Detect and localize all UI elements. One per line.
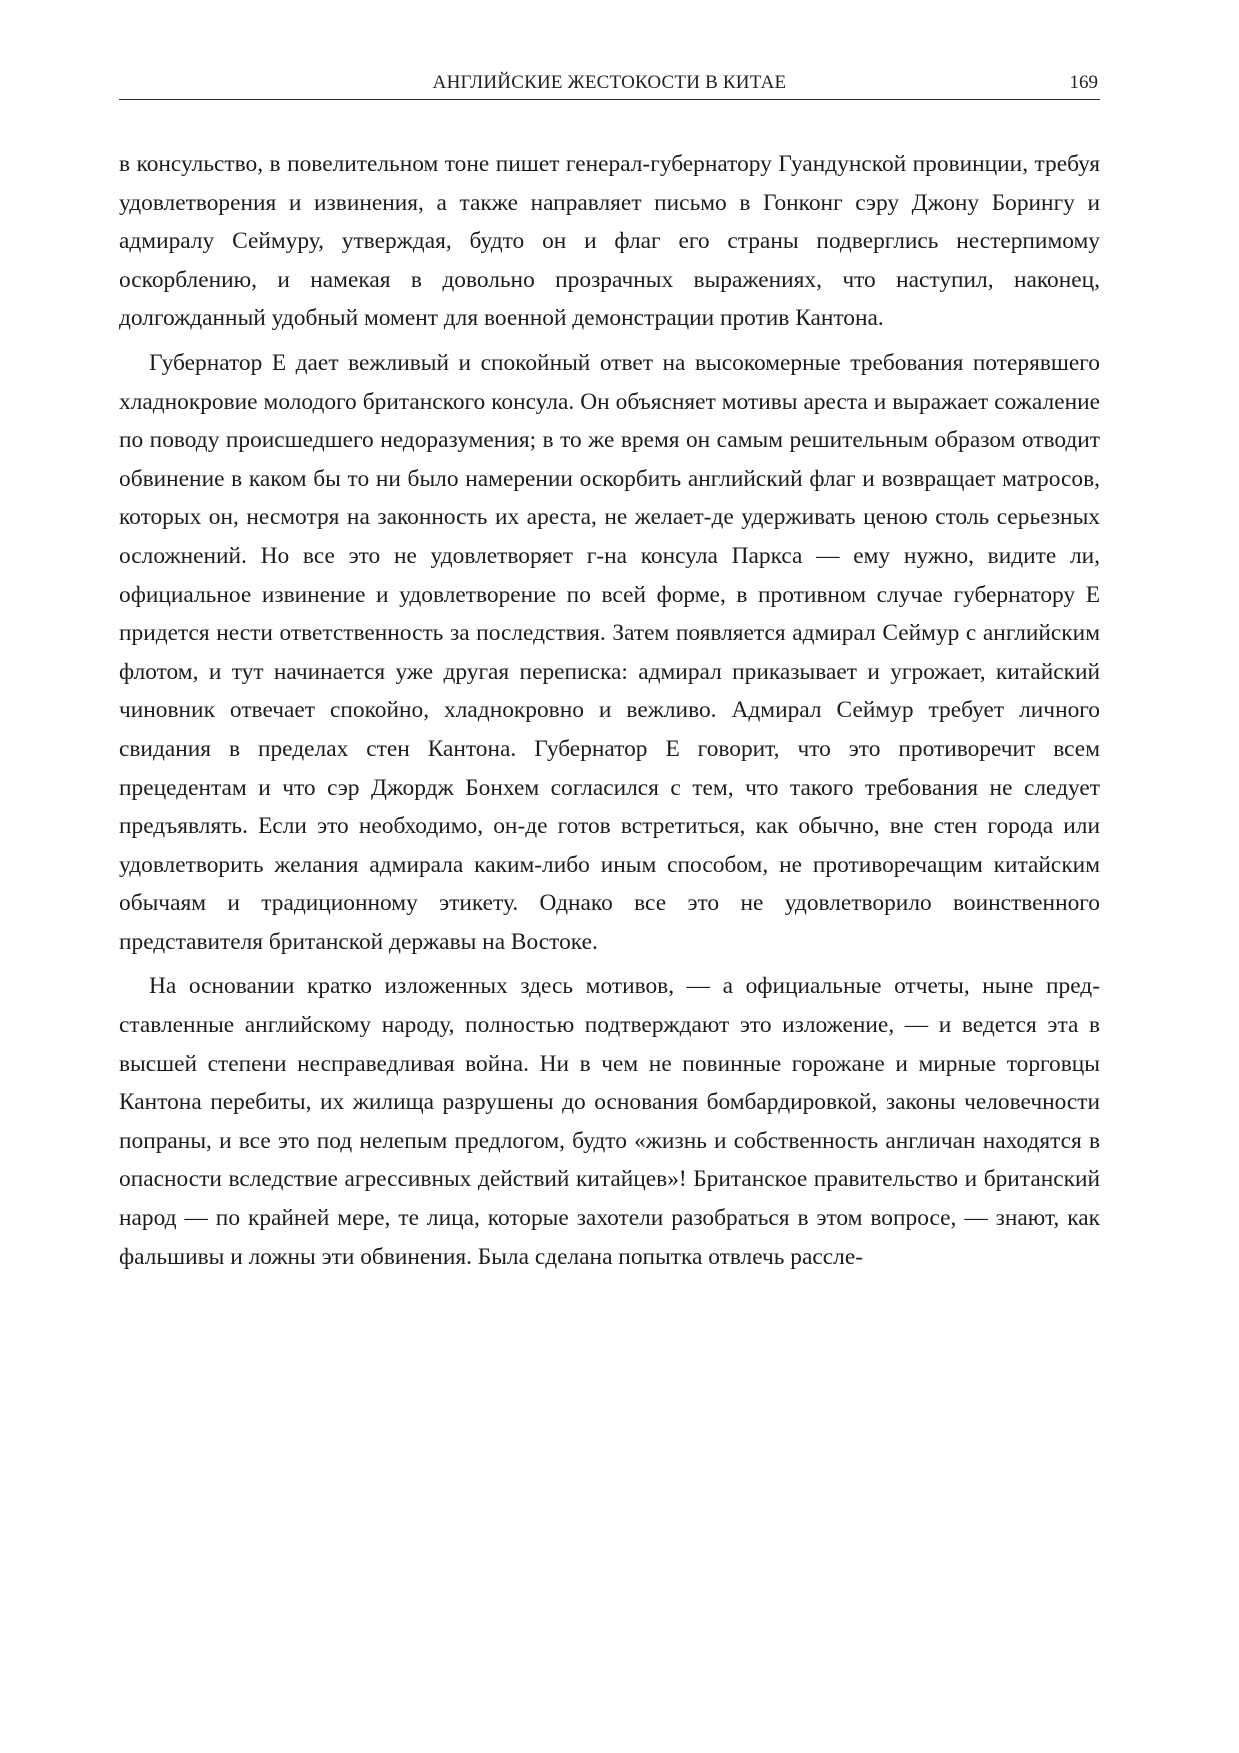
running-header	[119, 71, 1100, 100]
running-title: АНГЛИЙСКИЕ ЖЕСТОКОСТИ В КИТАЕ	[432, 72, 787, 93]
paragraph-3: На основании кратко изложенных здесь мотивов, — а официальные отчеты, ныне представленные английскому народу, полностью подтверждают это изложение, — и ведется эта в высшей степени несправедливая война. Ни в чем не повинные горожане и мирные торговцы Кантона перебиты, их жилища разрушены до основания бомбардировкой, законы человечности попраны, и все это под нелепым предлогом, будто «жизнь и собственность англичан находятся в опасности вследствие агрессивных действий китайцев»! Британское правительство и британский народ — по крайней мере, те лица, которые захотели разобраться в этом вопросе, — знают, как фальшивы и ложны эти обвинения. Была сделана попытка отвлечь рассле-	[119, 973, 1100, 1270]
paragraph-1: в консульство, в повелительном тоне пишет генерал-губернатору Гуандунской провинции, требуя удовлетворения и извинения, а также направляет письмо в Гонконг сэру Джону Борингу и адмиралу Сеймуру, утверждая, будто он и флаг его страны подверглись нестерпимому оскорблению, и намекая в довольно прозрачных выражениях, что наступил, наконец, долгожданный удобный момент для военной демонстрации против Кантона.	[119, 151, 1100, 332]
paragraph-2: Губернатор Е дает вежливый и спокойный ответ на высокомерные требования потерявшего хладнокровие молодого британского консула. Он объясняет мотивы ареста и выражает сожаление по поводу происшедшего недоразумения; в то же время он самым решительным образом отводит обвинение в каком бы то ни было намерении оскорбить английский флаг и возвращает матросов, которых он, несмотря на законность их ареста, не желает-де удерживать ценою столь серьезных осложнений. Но все это не удовлетворяет г-на консула Паркса — ему нужно, видите ли, официальное извинение и удовлетворение по всей форме, в противном случае губернатору Е придется нести ответственность за последствия. Затем появляется адмирал Сеймур с английским флотом, и тут начинается уже другая переписка: адмирал приказывает и угрожает, китайский чиновник отвечает спокойно, хладнокровно и вежливо. Адмирал Сеймур требует личного свидания в пределах стен Кантона. Губернатор Е говорит, что это противоречит всем прецедентам и что сэр Джордж Бонхем согласился с тем, что такого требования не следует предъявлять. Если это необходимо, он-де готов встретиться, как обычно, вне стен города или удовлетворить желания адмирала каким-либо иным способом, не противоречащим китайским обычаям и традиционному этикету. Однако все это не удовлетворило воинственного представителя британской державы на Востоке.	[119, 349, 1100, 955]
page-number: 169	[1069, 72, 1098, 93]
body-text	[119, 145, 1100, 1276]
